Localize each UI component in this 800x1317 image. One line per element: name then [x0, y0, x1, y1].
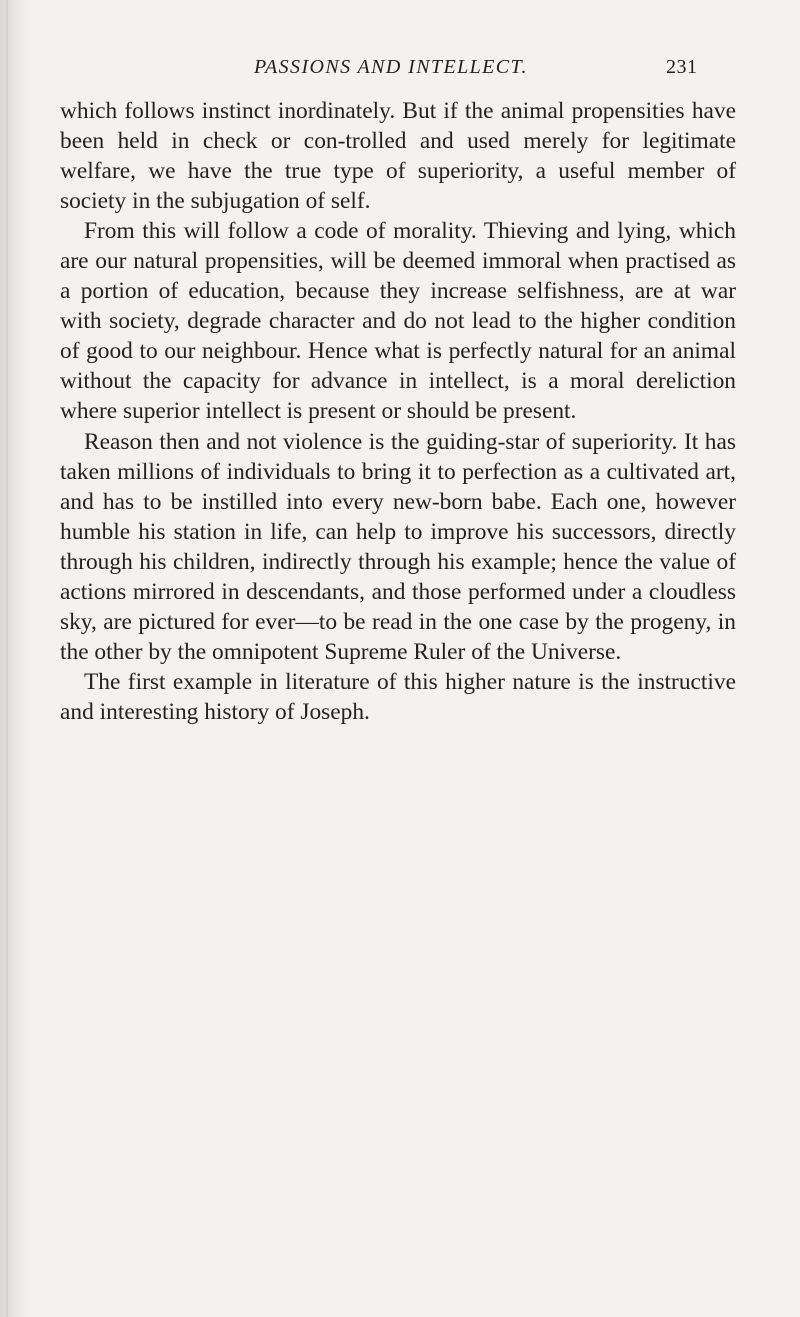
running-title: PASSIONS AND INTELLECT. [254, 56, 528, 78]
paragraph-2: From this will follow a code of morality. Thieving and lying, which are our natural propensities, will be deemed immoral when practised as a portion of education, because they increase selfishness, are at war with society, degrade character and do not lead to the higher condition of good to our neighbour. Hence what is perfectly natural for an animal without the capacity for advance in intellect, is a moral dereliction where superior intellect is present or should be present. [60, 218, 736, 425]
page-number: 231 [666, 56, 698, 78]
body-text [60, 96, 736, 727]
paragraph-4: The first example in literature of this higher nature is the instructive and interesting history of Joseph. [60, 668, 736, 725]
paragraph-3: Reason then and not violence is the guiding-star of superiority. It has taken millions of individuals to bring it to perfection as a cultivated art, and has to be instilled into every new-born babe. Each one, however humble his station in life, can help to improve his successors, directly through his children, indirectly through his example; hence the value of actions mirrored in descendants, and those performed under a cloudless sky, are pictured for ever—to be read in the one case by the progeny, in the other by the omnipotent Supreme Ruler of the Universe. [60, 428, 736, 665]
running-header [0, 56, 800, 86]
paragraph-1: which follows instinct inordinately. But if the animal propensities have been held in check or con-trolled and used merely for legitimate welfare, we have the true type of superiority, a useful member of society in the subjugation of self. [60, 98, 736, 215]
